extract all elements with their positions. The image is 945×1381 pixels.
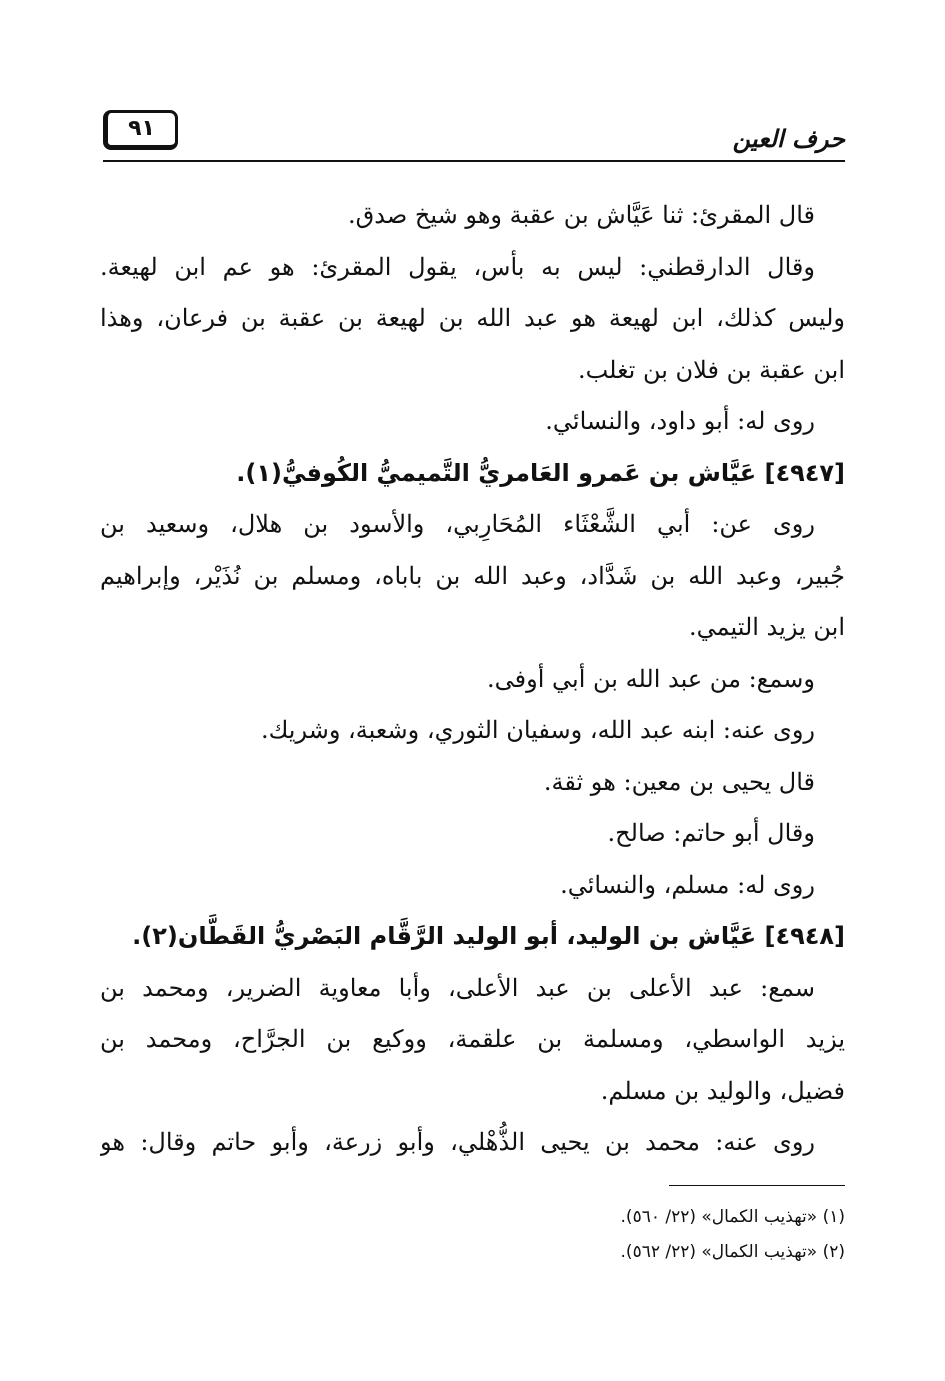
text-line: فضيل، والوليد بن مسلم. [600,1076,845,1105]
text-line: يزيد الواسطي، ومسلمة بن علقمة، ووكيع بن الجرَّاح، ومحمد بن [100,1025,845,1053]
running-head: حرف العين [732,125,845,153]
footnote: (١) «تهذيب الكمال» (٢٢/ ٥٦٠). [620,1207,845,1227]
text-line: روى عنه: محمد بن يحيى الذُّهْلي، وأبو زرعة، وأبو حاتم وقال: هو [100,1128,815,1156]
page-number-box [103,110,178,150]
text-line: روى له: أبو داود، والنسائي. [545,407,815,435]
entry-heading: [٤٩٤٧] عَيَّاش بن عَمرو العَامريُّ التَّميميُّ الكُوفيُّ(١). [236,458,845,487]
text-line: قال يحيى بن معين: هو ثقة. [543,767,815,796]
text-line: وقال أبو حاتم: صالح. [607,819,815,847]
text-line: جُبير، وعبد الله بن شَدَّاد، وعبد الله بن باباه، ومسلم بن نُذَيْر، وإبراهيم [100,561,845,590]
text-line: ابن عقبة بن فلان بن تغلب. [577,355,845,384]
text-line: وليس كذلك، ابن لهيعة هو عبد الله بن لهيعة بن عقبة بن فرعان، وهذا [100,304,845,332]
text-line: روى عنه: ابنه عبد الله، وسفيان الثوري، وشعبة، وشريك. [260,716,815,744]
text-line: سمع: عبد الأعلى بن عبد الأعلى، وأبا معاوية الضرير، ومحمد بن [100,973,815,1002]
text-line: روى عن: أبي الشَّعْثَاء المُحَارِبي، والأسود بن هلال، وسعيد بن [100,510,815,538]
main-text [100,190,845,1169]
text-line: قال المقرئ: ثنا عَيَّاش بن عقبة وهو شيخ صدق. [347,201,815,229]
text-line: وقال الدارقطني: ليس به بأس، يقول المقرئ: هو عم ابن لهيعة. [100,252,815,281]
text-line: ابن يزيد التيمي. [688,613,845,641]
footnotes [100,1200,845,1270]
header-rule [103,160,845,162]
text-line: وسمع: من عبد الله بن أبي أوفى. [487,664,815,693]
text-line: روى له: مسلم، والنسائي. [560,870,815,899]
footnote-rule [669,1185,845,1186]
footnote: (٢) «تهذيب الكمال» (٢٢/ ٥٦٢). [620,1242,845,1262]
entry-heading: [٤٩٤٨] عَيَّاش بن الوليد، أبو الوليد الرَّقَّام البَصْريُّ القَطَّان(٢). [132,922,845,950]
page-number: ٩١ [128,116,155,141]
